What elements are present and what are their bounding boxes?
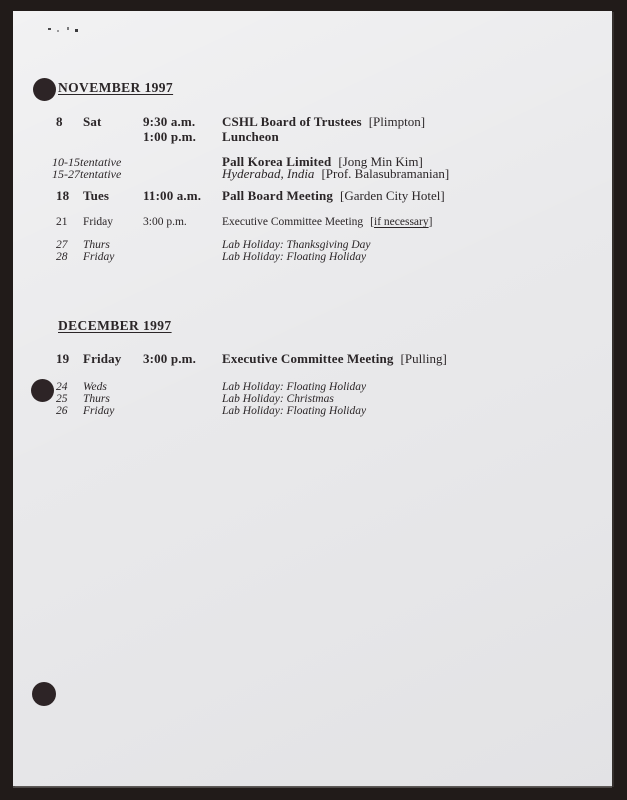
event-title: Luncheon — [222, 129, 279, 144]
event-date: 24 — [56, 381, 68, 393]
holiday-label: Lab Holiday: Floating Holiday — [222, 381, 367, 393]
event-description — [222, 188, 445, 204]
event-date: 19 — [56, 351, 70, 366]
event-note — [363, 216, 432, 228]
event-note: [Plimpton] — [368, 114, 426, 129]
event-title: Hyderabad, India — [222, 166, 315, 181]
hole-punch-bottom — [32, 682, 56, 706]
event-day: Sat — [83, 114, 102, 129]
event-day: Weds — [83, 381, 107, 393]
range-label: tentative — [80, 155, 122, 169]
event-description — [222, 351, 447, 367]
event-date: 18 — [56, 188, 70, 203]
event-date: 25 — [56, 393, 68, 405]
section-title-november: NOVEMBER 1997 — [58, 80, 174, 95]
event-date: 8 — [56, 114, 63, 129]
event-time: 3:00 p.m. — [143, 216, 187, 228]
holiday-label: Lab Holiday: Floating Holiday — [222, 251, 367, 263]
note-bracket-close: ] — [428, 216, 433, 228]
event-day: Friday — [83, 405, 115, 417]
event-day: Friday — [83, 216, 114, 228]
event-date: 28 — [56, 251, 68, 263]
schedule-row-nov-tentative-2 — [13, 166, 612, 182]
event-date: 27 — [56, 239, 68, 251]
event-date-range — [52, 166, 121, 182]
note-bracket-open: [ — [370, 216, 374, 228]
event-title: Executive Committee Meeting — [222, 351, 394, 366]
schedule-row-nov-28 — [13, 249, 612, 265]
event-time: 3:00 p.m. — [143, 351, 196, 366]
schedule-row-dec-26 — [13, 403, 612, 419]
pencil-mark — [48, 28, 51, 30]
holiday-label: Lab Holiday: Floating Holiday — [222, 405, 367, 417]
event-day: Thurs — [83, 393, 110, 405]
event-description — [222, 166, 449, 182]
note-underlined-text: if necessary — [374, 216, 429, 228]
event-time: 1:00 p.m. — [143, 129, 196, 144]
event-note: [Jong Min Kim] — [338, 154, 423, 169]
pencil-mark — [57, 30, 59, 32]
section-title-december: DECEMBER 1997 — [58, 318, 172, 333]
event-title: Pall Korea Limited — [222, 154, 332, 169]
holiday-label: Lab Holiday: Thanksgiving Day — [222, 239, 371, 251]
event-description — [222, 214, 432, 230]
event-time: 11:00 a.m. — [143, 188, 202, 203]
schedule-row-nov-8-line2 — [13, 129, 612, 145]
event-date: 26 — [56, 405, 68, 417]
event-time: 9:30 a.m. — [143, 114, 196, 129]
hole-punch-top — [33, 78, 56, 101]
schedule-row-nov-18 — [13, 188, 612, 204]
event-note: [Garden City Hotel] — [340, 188, 445, 203]
event-title: Pall Board Meeting — [222, 188, 334, 203]
event-description — [222, 114, 425, 130]
schedule-row-nov-8-line1 — [13, 114, 612, 130]
event-title: Executive Committee Meeting — [222, 216, 364, 228]
pencil-mark — [67, 27, 69, 30]
event-day: Friday — [83, 251, 115, 263]
document-page — [13, 11, 612, 786]
event-note: [Prof. Balasubramanian] — [321, 166, 450, 181]
range-label: tentative — [80, 167, 122, 181]
range-dates: 10-15 — [52, 155, 80, 169]
schedule-row-nov-21 — [13, 214, 612, 230]
event-note: [Pulling] — [400, 351, 447, 366]
holiday-label: Lab Holiday: Christmas — [222, 393, 334, 405]
event-title: CSHL Board of Trustees — [222, 114, 362, 129]
event-date: 21 — [56, 216, 68, 228]
range-dates: 15-27 — [52, 167, 80, 181]
event-day: Friday — [83, 351, 122, 366]
event-day: Thurs — [83, 239, 110, 251]
pencil-mark — [75, 29, 78, 32]
event-day: Tues — [83, 188, 110, 203]
schedule-row-dec-19 — [13, 351, 612, 367]
